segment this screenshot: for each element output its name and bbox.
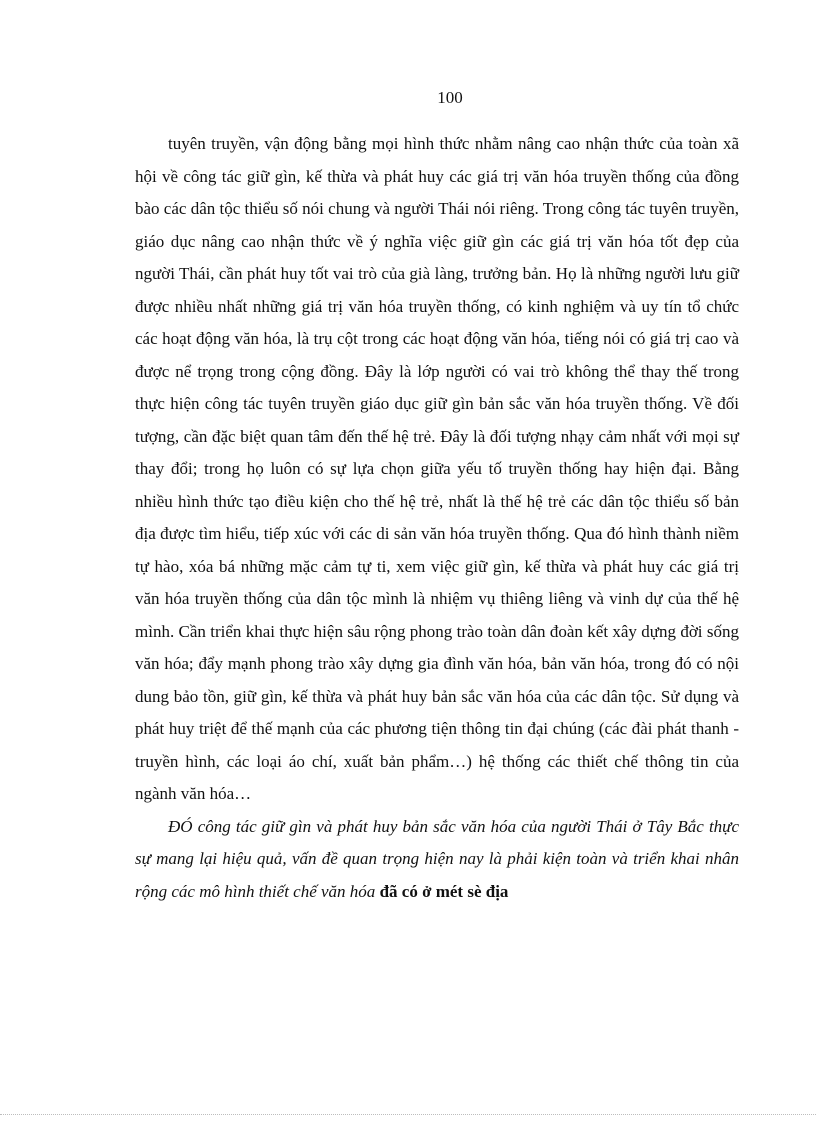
body-text [135, 128, 739, 908]
paragraph-1: tuyên truyền, vận động bằng mọi hình thức nhằm nâng cao nhận thức của toàn xã hội về công tác giữ gìn, kế thừa và phát huy các giá trị văn hóa truyền thống của đồng bào các dân tộc thiểu số nói chung và người Thái nói riêng. Trong công tác tuyên truyền, giáo dục nâng cao nhận thức về ý nghĩa việc giữ gìn các giá trị văn hóa tốt đẹp của người Thái, cần phát huy tốt vai trò của già làng, trưởng bản. Họ là những người lưu giữ được nhiều nhất những giá trị văn hóa truyền thống, có kinh nghiệm và uy tín tổ chức các hoạt động văn hóa, là trụ cột trong các hoạt động văn hóa, tiếng nói có giá trị cao và được nể trọng trong cộng đồng. Đây là lớp người có vai trò không thể thay thế trong thực hiện công tác tuyên truyền giáo dục giữ gìn bản sắc văn hóa truyền thống. Về đối tượng, cần đặc biệt quan tâm đến thế hệ trẻ. Đây là đối tượng nhạy cảm nhất với mọi sự thay đổi; trong họ luôn có sự lựa chọn giữa yếu tố truyền thống hay hiện đại. Bằng nhiều hình thức tạo điều kiện cho thế hệ trẻ, nhất là thế hệ trẻ các dân tộc thiểu số bản địa được tìm hiểu, tiếp xúc với các di sản văn hóa truyền thống. Qua đó hình thành niềm tự hào, xóa bá những mặc cảm tự ti, xem việc giữ gìn, kế thừa và phát huy các giá trị văn hóa truyền thống của dân tộc mình là nhiệm vụ thiêng liêng và vinh dự của thế hệ mình. Cần triển khai thực hiện sâu rộng phong trào toàn dân đoàn kết xây dựng đời sống văn hóa; đẩy mạnh phong trào xây dựng gia đình văn hóa, bản văn hóa, trong đó có nội dung bảo tồn, giữ gìn, kế thừa và phát huy bản sắc văn hóa của các dân tộc. Sử dụng và phát huy triệt để thế mạnh của các phương tiện thông tin đại chúng (các đài phát thanh - truyền hình, các loại áo chí, xuất bản phẩm…) hệ thống các thiết chế thông tin của ngành văn hóa… [135, 134, 739, 803]
paragraph-2-bold-text: đã có ở mét sè địa [379, 881, 509, 901]
footer-divider [0, 1114, 816, 1115]
paragraph-2-italic-text: ĐÓ công tác giữ gìn và phát huy bản sắc văn hóa của người Thái ở Tây Bắc thực sự mang lại hiệu quả, vấn đề quan trọng hiện nay là phải kiện toàn và triển khai nhân rộng các mô hình thiết chế văn hóa [135, 816, 739, 901]
page-number: 100 [437, 88, 463, 107]
paragraph-2 [135, 811, 739, 909]
